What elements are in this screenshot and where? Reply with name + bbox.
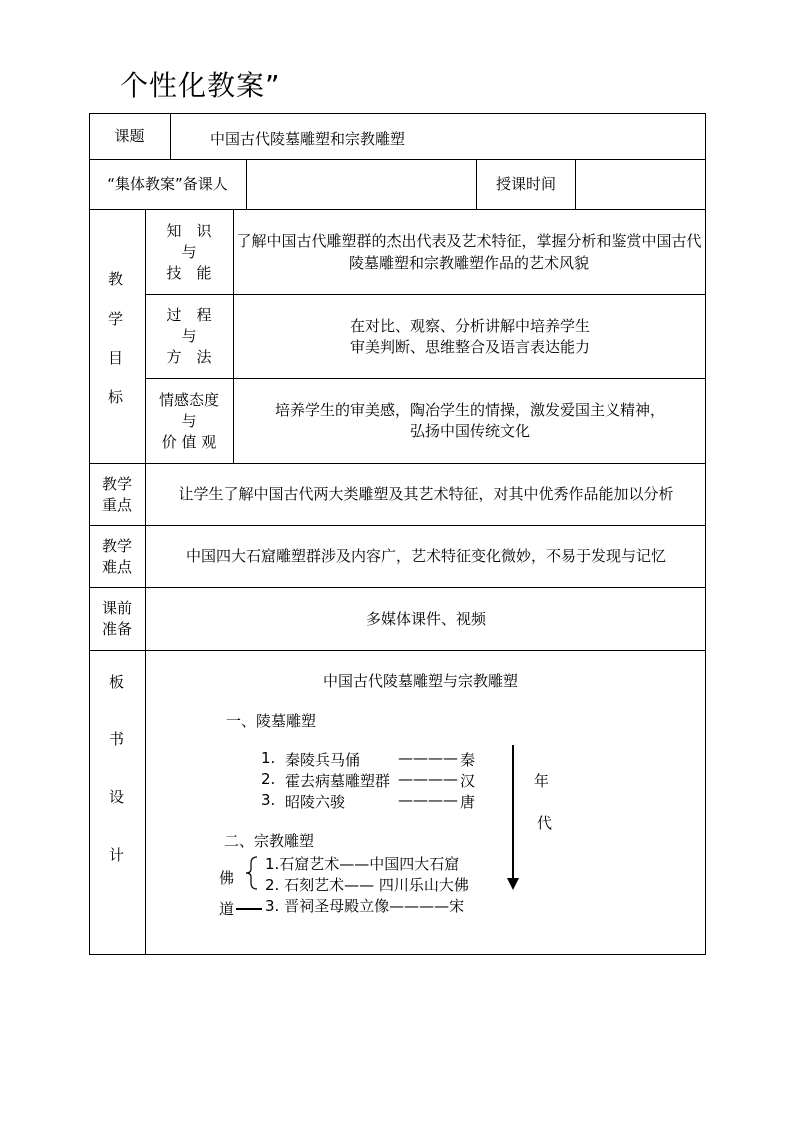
board-part2-item: 3. 晋祠圣母殿立像————宋 (265, 897, 465, 915)
board-part2-item: 1.石窟艺术——中国四大石窟 (265, 855, 460, 873)
board-item-dash: ———— (398, 770, 458, 788)
label-line: 与 (181, 411, 197, 430)
label-line: 与 (181, 242, 197, 261)
objectives-section-char: 标 (108, 388, 124, 406)
topic-label: 课题 (114, 126, 145, 145)
buddhism-char: 佛 (219, 869, 235, 887)
prep-person-value (247, 159, 476, 209)
label-line: 课前 (101, 599, 132, 617)
preparation-label (89, 588, 145, 650)
objective-text-attitude (234, 379, 706, 463)
board-title: 中国古代陵墓雕塑与宗教雕塑 (323, 672, 519, 690)
board-item-number: 3. (261, 791, 276, 809)
label-line: 与 (181, 327, 197, 345)
board-item-name: 秦陵兵马俑 (285, 751, 361, 769)
label-line: 技 能 (166, 263, 212, 282)
board-part2-item: 2. 石刻艺术—— 四川乐山大佛 (265, 876, 469, 894)
difficulties-text: 中国四大石窟雕塑群涉及内容广，艺术特征变化微妙，不易于发现与记忆 (185, 547, 666, 565)
label-line: 重点 (101, 495, 132, 514)
text-line: 培养学生的审美感，陶冶学生的情操，激发爱国主义精神， (274, 401, 665, 419)
preparation-text: 多媒体课件、视频 (365, 609, 486, 628)
label-line: 方 法 (166, 348, 212, 366)
board-item-era: 汉 (460, 772, 476, 790)
board-part2-heading: 二、宗教雕塑 (224, 832, 315, 850)
board-section-char: 计 (109, 846, 125, 864)
board-item-number: 2. (261, 770, 276, 788)
label-line: 难点 (101, 557, 132, 576)
taoism-connector-line (236, 908, 262, 910)
board-section-char: 板 (109, 673, 125, 691)
objective-label-attitude (145, 379, 233, 463)
row-divider (89, 650, 706, 651)
board-item-dash: ———— (398, 749, 458, 767)
board-section-char: 设 (109, 788, 125, 806)
difficulties-label (89, 526, 145, 587)
text-line: 在对比、观察、分析讲解中培养学生 (349, 316, 590, 335)
label-line: 情感态度 (158, 390, 219, 409)
label-line: 过 程 (166, 306, 212, 324)
objective-label-process (145, 295, 233, 378)
objective-text-process (234, 295, 706, 378)
timeline-char: 年 (534, 772, 550, 790)
board-item-era: 秦 (460, 751, 476, 769)
document-title: 个性化教案” (120, 69, 281, 102)
class-time-label: 授课时间 (495, 174, 556, 193)
objective-label-knowledge (145, 210, 233, 294)
brace-icon (243, 855, 259, 891)
board-section-char: 书 (109, 730, 125, 748)
timeline-arrow-line (512, 745, 514, 880)
objectives-section-char: 教 (108, 270, 124, 288)
text-line: 弘扬中国传统文化 (409, 422, 530, 440)
label-line: 价 值 观 (161, 432, 217, 451)
board-part1-heading: 一、陵墓雕塑 (226, 712, 317, 730)
key-points-text: 让学生了解中国古代两大类雕塑及其艺术特征，对其中优秀作品能加以分析 (178, 485, 674, 503)
timeline-char: 代 (537, 814, 553, 832)
board-item-number: 1. (261, 749, 276, 767)
board-item-name: 霍去病墓雕塑群 (285, 772, 391, 790)
label-line: 知 识 (166, 221, 212, 240)
objectives-section-char: 目 (108, 349, 124, 367)
timeline-arrow-head (507, 878, 519, 890)
column-divider (170, 113, 171, 160)
board-item-name: 昭陵六骏 (285, 793, 346, 811)
label-line: 教学 (101, 474, 132, 493)
text-line: 审美判断、思维整合及语言表达能力 (349, 337, 590, 356)
key-points-label (89, 464, 145, 525)
prep-person-label: “集体教案”备课人 (107, 174, 228, 193)
taoism-char: 道 (219, 900, 235, 918)
board-item-era: 唐 (460, 793, 476, 811)
label-line: 教学 (101, 536, 132, 555)
board-item-dash: ———— (398, 791, 458, 809)
topic-value: 中国古代陵墓雕塑和宗教雕塑 (210, 130, 406, 148)
objectives-section-char: 学 (108, 310, 124, 328)
label-line: 准备 (101, 620, 132, 638)
objective-text-knowledge: 了解中国古代雕塑群的杰出代表及艺术特征，掌握分析和鉴赏中国古代陵墓雕塑和宗教雕塑作品的艺术风貌 (236, 232, 702, 272)
class-time-value (576, 159, 706, 209)
